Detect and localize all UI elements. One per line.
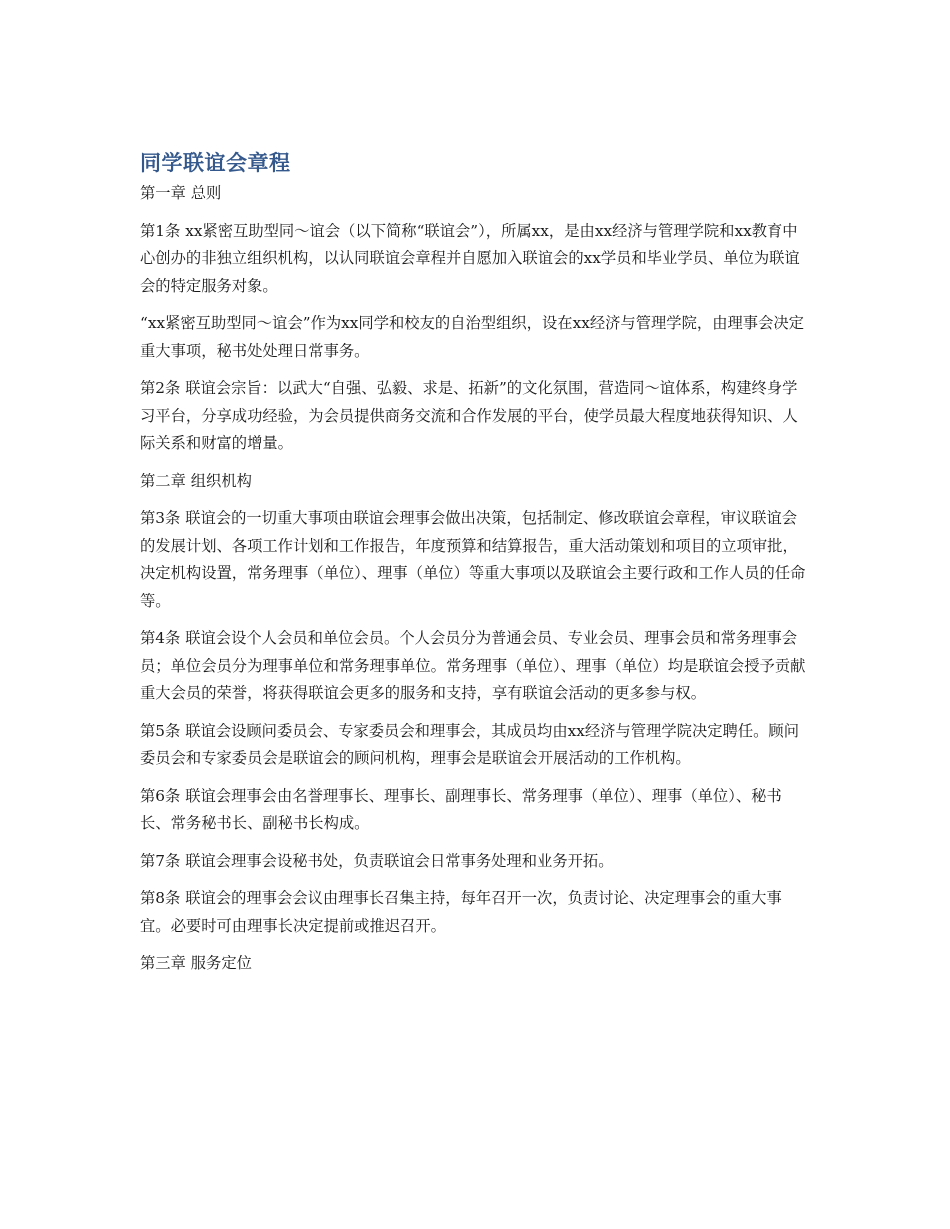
body-paragraph: “xx紧密互助型同～谊会”作为xx同学和校友的自治型组织，设在xx经济与管理学院，由理事会决定重大事项，秘书处处理日常事务。 xyxy=(140,314,804,360)
article-paragraph: 第8条 联谊会的理事会会议由理事长召集主持，每年召开一次，负责讨论、决定理事会的重大事宜。必要时可由理事长决定提前或推迟召开。 xyxy=(140,889,782,935)
document-title: 同学联谊会章程 xyxy=(140,151,291,175)
article-paragraph: 第6条 联谊会理事会由名誉理事长、理事长、副理事长、常务理事（单位）、理事（单位）、秘书长、常务秘书长、副秘书长构成。 xyxy=(140,786,782,832)
article-paragraph: 第2条 联谊会宗旨：以武大“自强、弘毅、求是、拓新”的文化氛围，营造同～谊体系，构建终身学习平台，分享成功经验，为会员提供商务交流和合作发展的平台，使学员最大程度地获得知识、人际关系和财富的增量。 xyxy=(140,379,798,452)
article-paragraph: 第5条 联谊会设顾问委员会、专家委员会和理事会，其成员均由xx经济与管理学院决定聘任。顾问委员会和专家委员会是联谊会的顾问机构，理事会是联谊会开展活动的工作机构。 xyxy=(140,721,800,767)
article-paragraph: 第4条 联谊会设个人会员和单位会员。个人会员分为普通会员、专业会员、理事会员和常务理事会员；单位会员分为理事单位和常务理事单位。常务理事（单位）、理事（单位）均是联谊会授予贡献重大会员的荣誉，将获得联谊会更多的服务和支持，享有联谊会活动的更多参与权。 xyxy=(140,629,806,702)
document-page xyxy=(140,148,812,988)
article-paragraph: 第1条 xx紧密互助型同～谊会（以下简称“联谊会”），所属xx，是由xx经济与管理学院和xx教育中心创办的非独立组织机构，以认同联谊会章程并自愿加入联谊会的xx学员和毕业学员、单位为联谊会的特定服务对象。 xyxy=(140,221,800,295)
chapter-heading: 第二章 组织机构 xyxy=(140,471,252,490)
article-paragraph: 第7条 联谊会理事会设秘书处，负责联谊会日常事务处理和业务开拓。 xyxy=(140,851,614,870)
chapter-heading: 第一章 总则 xyxy=(140,184,222,202)
chapter-heading: 第三章 服务定位 xyxy=(140,954,252,972)
article-paragraph: 第3条 联谊会的一切重大事项由联谊会理事会做出决策，包括制定、修改联谊会章程，审议联谊会的发展计划、各项工作计划和工作报告，年度预算和结算报告，重大活动策划和项目的立项审批，决定机构设置，常务理事（单位）、理事（单位）等重大事项以及联谊会主要行政和工作人员的任命等。 xyxy=(140,509,806,610)
